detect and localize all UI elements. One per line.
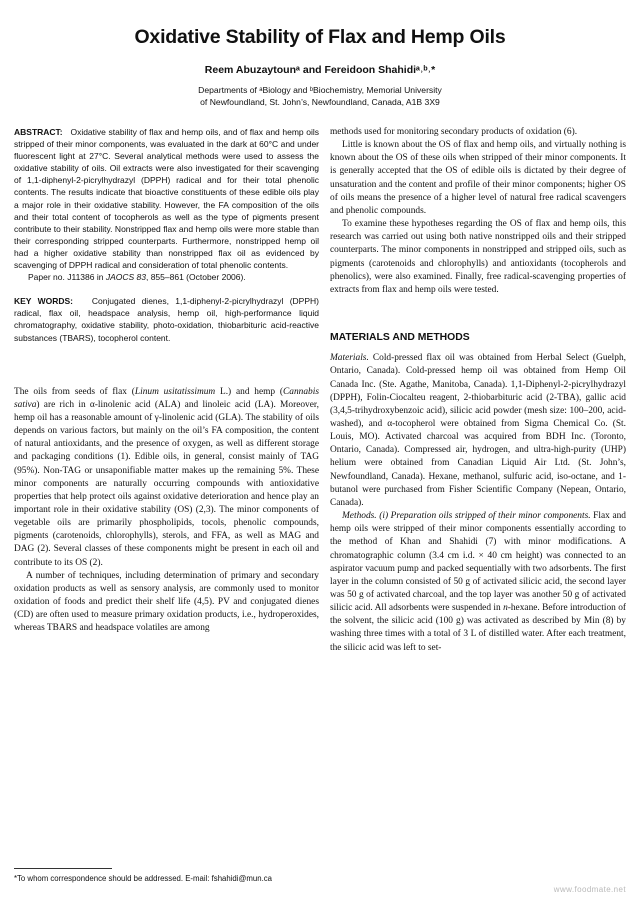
- paper-title: Oxidative Stability of Flax and Hemp Oils: [134, 26, 506, 48]
- footnote-rule: [14, 868, 112, 869]
- materials-label: Materials.: [330, 353, 369, 364]
- hemp-latin-name: Cannabis sativa: [14, 386, 319, 410]
- intro-text: L.) and hemp (: [215, 386, 284, 397]
- abstract-text: Oxidative stability of flax and hemp oils, and of flax and hemp oils stripped of their minor components, was evaluated in the dark at 60°C and under fluorescent light at 27°C. Several analytical methods were used to assess the oxidative stability of oils. Oil extracts were also investigated for their scavenging of 1,1-diphenyl-2-picrylhydrazyl (DPPH) radical and for their total phenolic contents. The results indicate that bioactive constituents of these edible oils play a major role in their oxidative stability. However, the FA composition of the oils and their total content of tocopherols as well as the type of pigments present contribute to their stability. Nonstripped flax and hemp oils were more stable than their corresponding stripped counterparts. Furthermore, nonstripped hemp oil had a higher oxidative stability than nonstripped flax oil as evidenced by scavenging of DPPH radical and consideration of total phenolic contents.: [14, 127, 320, 271]
- affiliation-line-1: Departments of ᵃBiology and ᵇBiochemistry, Memorial University: [198, 85, 442, 95]
- affiliation-line-2: of Newfoundland, St. John’s, Newfoundland, Canada, A1B 3X9: [200, 97, 440, 107]
- hexane-prefix: n: [503, 603, 508, 614]
- paper-number-prefix: Paper no. J11386 in: [28, 272, 106, 283]
- intro-paragraph-4: To examine these hypotheses regarding the OS of flax and hemp oils, this research was carried out using both native nonstripped oils and their stripped counterparts. The minor components in nonstripped and stripped oils, such as pigments (carotenoids and chlorophylls) and antioxidants (tocopherols and phenolics), were also examined. Finally, free radical-scavenging properties of extracts from flax and hemp oils were tested.: [330, 219, 626, 295]
- methods-text: Flax and hemp oils were stripped of their minor components essentially according to the method of Khan and Shahidi (7) with minor modifications. A chromatographic column (3.4 cm i.d. × 40 cm height) was connected to an aspirator vacuum pump and packed sequentially with two adsorbents. The first layer in the column consisted of 50 g of activated silicic acid, the second layer was 50 g of activated charcoal, and the top layer was another 50 g of activated silicic acid. All adsorbents were suspended in: [330, 511, 626, 614]
- intro-paragraph-2-continued: methods used for monitoring secondary products of oxidation (6).: [330, 127, 578, 137]
- paper-number: [14, 271, 319, 283]
- abstract-body: [14, 126, 319, 271]
- keywords: [14, 295, 319, 343]
- intro-text: The oils from seeds of flax (: [14, 386, 135, 397]
- materials-and-methods: [330, 352, 626, 655]
- materials-paragraph: [330, 352, 626, 510]
- materials-text: Cold-pressed flax oil was obtained from Herbal Select (Guelph, Ontario, Canada). Cold-pressed hemp oil was obtained from Hemp Oil Canada Inc. (Ste. Agathe, Manitoba, Canada). 1,1-Diphenyl-2-picrylhydrazyl (DPPH), Folin-Ciocalteu reagent, 2-thiobarbituric acid (2-TBA), gallic acid (3,4,5-trihydroxybenzoic acid), silicic acid powder (mesh size: 100–200, acid-washed), and α-tocopherol were obtained from Sigma Chemical Co. (St. Louis, MO). Activated charcoal was acquired from BDH Inc. (Toronto, Ontario, Canada). Compressed air, hydrogen, and ultra-high-purity (UHP) helium were obtained from Canadian Liquid Air Ltd. (St. John’s, Newfoundland, Canada). Hexane, methanol, sulfuric acid, iso-octane, and 1-butanol were purchased from Fisher Scientific Company (Nepean, Ontario, Canada).: [330, 353, 626, 508]
- journal-citation: JAOCS 83: [105, 272, 146, 283]
- correspondence-footnote: *To whom correspondence should be addressed. E-mail: fshahidi@mun.ca: [14, 874, 272, 883]
- intro-paragraph-3: Little is known about the OS of flax and hemp oils, and virtually nothing is known about the OS of these oils when stripped of their minor components. It is generally accepted that the OS of edible oils is dictated by their degree of unsaturation and the content and profile of their minor components; higher OS of oils means the presence of a higher level of natural free radical scavengers and phenolic compounds.: [330, 140, 626, 216]
- keywords-body: [14, 295, 319, 343]
- keywords-label: KEY WORDS:: [14, 296, 74, 307]
- introduction: [14, 386, 319, 636]
- intro-text: ) are rich in α-linolenic acid (ALA) and linoleic acid (LA). Moreover, hemp oil has a reasonable amount of γ-linolenic acid (GLA). The stability of oils depends on various factors, but mainly on the oil’s FA composition, the content of natural antioxidants, and the presence of oxygen, as well as different storage and packaging conditions (1). Edible oils, in general, consist mainly of TAG (95%). Non-TAG or unsaponifiable matter makes up the remaining 5%. These minor components are naturally occurring compounds with antioxidative properties that help protect oils against oxidative deterioration and hence play an important role in their oxidative stability (OS) (2,3). The minor components of vegetable oils are primarily phospholipids, tocols, phenolic compounds, pigments (carotenoids, chlorophylls), sterols, and FFA, as well as MAG and DAG (2). Several classes of these components might be present in each oil and contribute to its OS (2).: [14, 399, 319, 568]
- methods-label: Methods. (i) Preparation oils stripped of their minor components.: [342, 511, 591, 522]
- paper-number-suffix: , 855–861 (October 2006).: [145, 272, 246, 283]
- introduction-continued: [330, 126, 626, 297]
- intro-paragraph-1: [14, 386, 319, 570]
- abstract: [14, 126, 319, 283]
- abstract-label: ABSTRACT:: [14, 127, 63, 137]
- methods-paragraph: [330, 510, 626, 655]
- flax-latin-name: Linum usitatissimum: [134, 386, 216, 397]
- methods-text: -hexane. Before introduction of the solvent, the silicic acid (100 g) was activated as described by Min (8) by washing three times with a total of 3 L of distilled water. After each treatment, the silicic acid was left to set-: [330, 603, 627, 653]
- author-line: Reem Abuzaytounᵃ and Fereidoon Shahidiᵃ˒ᵇ˒*: [204, 64, 436, 76]
- affiliation: [0, 84, 640, 108]
- intro-paragraph-2: A number of techniques, including determination of primary and secondary oxidation products as well as sensory analysis, are commonly used to monitor oxidation of foods and predict their shelf life (4,5). PV and conjugated dienes (CD) are often used to measure primary oxidation products, i.e., hydroperoxides, whereas TBARS and headspace volatiles are among: [14, 570, 319, 634]
- section-heading-methods: MATERIALS AND METHODS: [330, 332, 470, 344]
- watermark: www.foodmate.net: [553, 885, 626, 894]
- left-column: [14, 126, 319, 636]
- keywords-text: Conjugated dienes, 1,1-diphenyl-2-picrylhydrazyl (DPPH) radical, flax oil, headspace analysis, hemp oil, high-performance liquid chromatography, oxidative stability, photo-oxidation, thiobarbituric acid-reactive substances (TBARS), tocopherol content.: [14, 296, 319, 343]
- right-column: [330, 126, 626, 655]
